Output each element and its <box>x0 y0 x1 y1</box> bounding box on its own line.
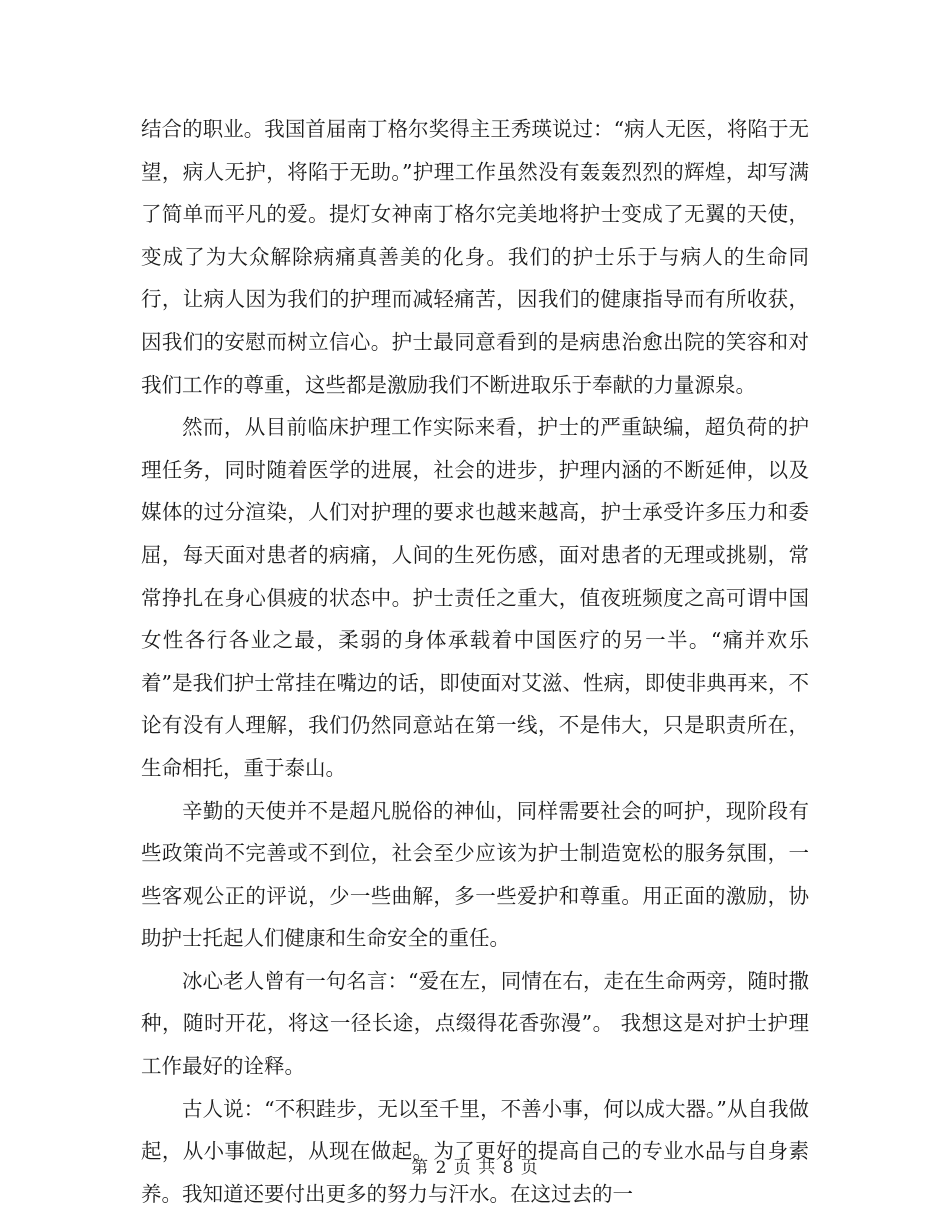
paragraph: 辛勤的天使并不是超凡脱俗的神仙，同样需要社会的呵护，现阶段有些政策尚不完善或不到位，社会至少应该为护士制造宽松的服务氛围，一些客观公正的评说，少一些曲解，多一些爱护和尊重。用正面的激励，协助护士托起人们健康和生命安全的重任。 <box>141 798 809 951</box>
page-number-footer: 第 2 页 共 8 页 <box>411 1158 539 1178</box>
body-text <box>141 108 809 1215</box>
paragraph: 古人说：“不积跬步，无以至千里，不善小事，何以成大器。”从自我做起，从小事做起，从现在做起。为了更好的提高自己的专业水品与自身素养。我知道还要付出更多的努力与汗水。在这过去的一 <box>141 1096 809 1206</box>
paragraph: 冰心老人曾有一句名言：“爱在左，同情在右，走在生命两旁，随时撒种，随时开花，将这一径长途，点缀得花香弥漫”。 我想这是对护士护理工作最好的诠释。 <box>141 968 809 1079</box>
paragraph: 然而，从目前临床护理工作实际来看，护士的严重缺编，超负荷的护理任务，同时随着医学的进展，社会的进步，护理内涵的不断延伸，以及媒体的过分渲染，人们对护理的要求也越来越高，护士承受许多压力和委屈，每天面对患者的病痛，人间的生死伤感，面对患者的无理或挑剔，常常挣扎在身心俱疲的状态中。护士责任之重大，值夜班频度之高可谓中国女性各行各业之最，柔弱的身体承载着中国医疗的另一半。“痛并欢乐着”是我们护士常挂在嘴边的话，即使面对艾滋、性病，即使非典再来，不论有没有人理解，我们仍然同意站在第一线，不是伟大，只是职责所在，生命相托，重于泰山。 <box>141 415 809 780</box>
paragraph: 结合的职业。我国首届南丁格尔奖得主王秀瑛说过：“病人无医，将陷于无望，病人无护，将陷于无助。”护理工作虽然没有轰轰烈烈的辉煌，却写满了简单而平凡的爱。提灯女神南丁格尔完美地将护士变成了无翼的天使，变成了为大众解除病痛真善美的化身。我们的护士乐于与病人的生命同行，让病人因为我们的护理而减轻痛苦，因我们的健康指导而有所收获，因我们的安慰而树立信心。护士最同意看到的是病患治愈出院的笑容和对我们工作的尊重，这些都是激励我们不断进取乐于奉献的力量源泉。 <box>141 117 809 397</box>
